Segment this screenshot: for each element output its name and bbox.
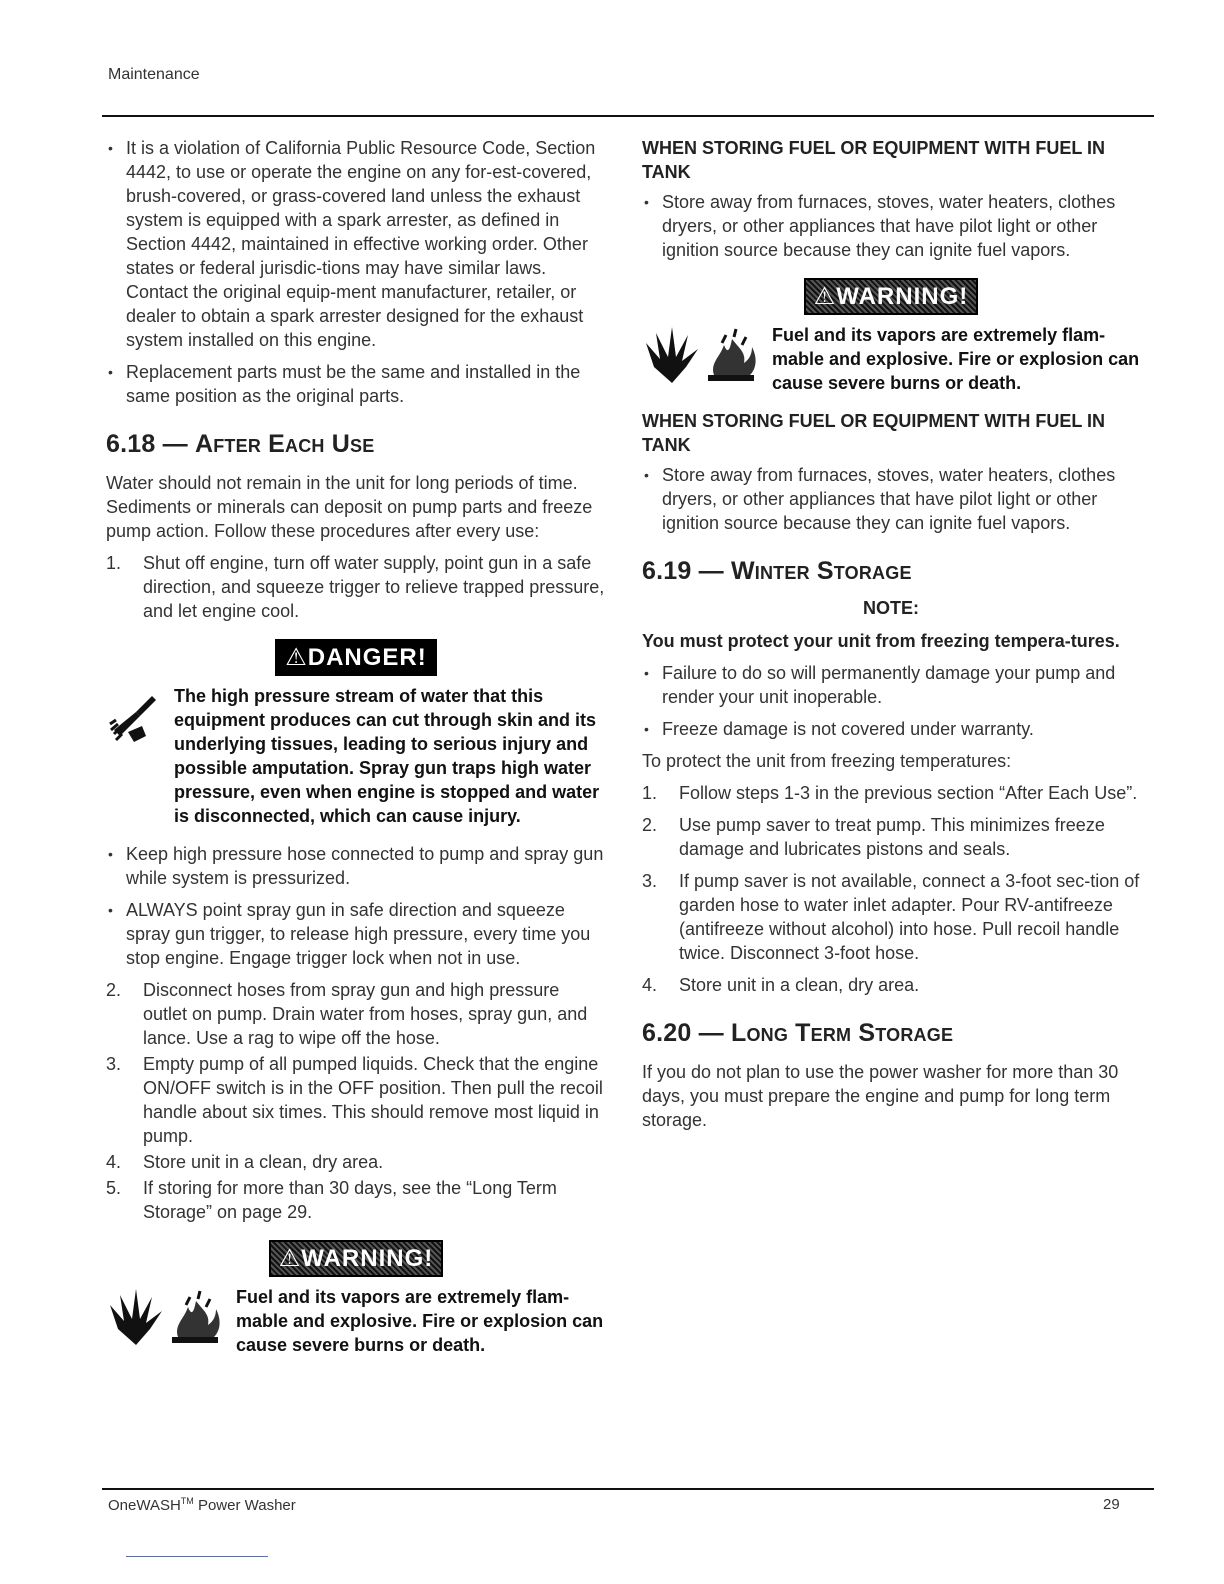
step-text: If pump saver is not available, connect a 3-foot sec-tion of garden hose to water inlet adapter. Pour RV-antifreeze (antifreeze without alcohol) into hose. Pull recoil handle twice. Disconnect 3-foot hose. xyxy=(679,871,1140,963)
step-number: 3. xyxy=(642,871,658,891)
warning-signal xyxy=(106,1240,606,1277)
step-list xyxy=(106,551,606,623)
section-heading-after-each-use xyxy=(106,430,606,459)
danger-signal xyxy=(106,639,606,676)
trademark: TM xyxy=(180,1496,194,1506)
note-label: NOTE: xyxy=(863,598,919,618)
list-item: • It is a violation of California Public Resource Code, Section 4442, to use or operate the engine on any for-est-covered, brush-covered, or grass-covered land unless the exhaust system is equipped with a spark arrester, as defined in Section 4442, maintained in effective working order. Other states or federal jurisdic-tions may have similar laws. Contact the original equip-ment manufacturer, retailer, or dealer to obtain a spark arrester designed for the exhaust system installed on this engine. xyxy=(106,136,606,352)
list-item: • ALWAYS point spray gun in safe direction and squeeze spray gun trigger, to release high pressure, every time you stop engine. Engage trigger lock when not in use. xyxy=(106,898,606,970)
list-item xyxy=(106,551,606,623)
list-item: • Keep high pressure hose connected to pump and spray gun while system is pressurized. xyxy=(106,842,606,890)
footer-product xyxy=(108,1496,296,1514)
fire-explosion-icons xyxy=(642,323,772,385)
step-text: Store unit in a clean, dry area. xyxy=(143,1152,384,1172)
section-number: 6.18 — xyxy=(106,430,188,458)
list-item: • Store away from furnaces, stoves, water heaters, clothes dryers, or other appliances that have pilot light or other ignition source because they can ignite fuel vapors. xyxy=(642,463,1140,535)
right-column xyxy=(642,136,1140,1140)
list-item xyxy=(106,1052,606,1148)
list-item xyxy=(642,973,1140,997)
note-text: You must protect your unit from freezing tempera-tures. xyxy=(642,631,1120,651)
danger-text: The high pressure stream of water that this equipment produces can cut through skin and its underlying tissues, leading to serious injury and possible amputation. Spray gun traps high water pressure, even when engine is stopped and water is disconnected, which can cause injury. xyxy=(174,686,600,826)
list-item xyxy=(642,781,1140,805)
step-number: 1. xyxy=(642,783,658,803)
step-text: Follow steps 1-3 in the previous section “After Each Use”. xyxy=(679,783,1138,803)
storing-fuel-heading: WHEN STORING FUEL OR EQUIPMENT WITH FUEL IN TANK xyxy=(642,411,1106,455)
storing-fuel-heading: WHEN STORING FUEL OR EQUIPMENT WITH FUEL IN TANK xyxy=(642,138,1106,182)
warning-label: ⚠WARNING! xyxy=(804,278,979,315)
step-text: Store unit in a clean, dry area. xyxy=(679,975,920,995)
step-text: If storing for more than 30 days, see the “Long Term Storage” on page 29. xyxy=(143,1178,557,1222)
step-number: 5. xyxy=(106,1178,122,1198)
step-text: Disconnect hoses from spray gun and high pressure outlet on pump. Drain water from hoses, spray gun, and lance. Use a rag to wipe off the hose. xyxy=(143,980,588,1048)
list-item: • Freeze damage is not covered under warranty. xyxy=(642,717,1140,741)
step-number: 2. xyxy=(106,980,122,1000)
warning-alert xyxy=(642,323,1140,395)
explosion-icon xyxy=(106,1285,164,1347)
list-item: • Store away from furnaces, stoves, water heaters, clothes dryers, or other appliances that have pilot light or other ignition source because they can ignite fuel vapors. xyxy=(642,190,1140,262)
danger-alert xyxy=(106,684,606,828)
product-name: OneWASH xyxy=(108,1497,181,1514)
warning-text: Fuel and its vapors are extremely flam-mable and explosive. Fire or explosion can cause severe burns or death. xyxy=(772,325,1140,393)
warning-alert xyxy=(106,1285,606,1357)
flame-icon xyxy=(700,323,762,385)
flame-icon xyxy=(164,1285,226,1347)
intro-bullets xyxy=(106,136,606,408)
storing-bullets xyxy=(642,463,1140,535)
danger-label: ⚠DANGER! xyxy=(275,639,437,676)
section-title: Winter Storage xyxy=(730,557,912,585)
list-item xyxy=(106,1150,606,1174)
step-text: Shut off engine, turn off water supply, point gun in a safe direction, and squeeze trigger to relieve trapped pressure, and let engine cool. xyxy=(143,553,605,621)
cut-hand-icon xyxy=(106,684,174,750)
step-text: Empty pump of all pumped liquids. Check that the engine ON/OFF switch is in the OFF position. Then pull the recoil handle about six times. This should remove most liquid in pump. xyxy=(143,1054,603,1146)
footer-rule xyxy=(102,1488,1154,1490)
list-item xyxy=(106,978,606,1050)
warning-text: Fuel and its vapors are extremely flam-mable and explosive. Fire or explosion can cause severe burns or death. xyxy=(236,1287,604,1355)
section-title: After Each Use xyxy=(194,430,375,458)
warning-signal xyxy=(642,278,1140,315)
step-number: 3. xyxy=(106,1054,122,1074)
product-suffix: Power Washer xyxy=(193,1497,296,1514)
explosion-icon xyxy=(642,323,700,385)
fire-explosion-icons xyxy=(106,1285,236,1347)
section-number: 6.19 — xyxy=(642,557,724,585)
header-rule xyxy=(102,115,1154,117)
step-number: 1. xyxy=(106,553,122,573)
list-item xyxy=(642,869,1140,965)
storing-bullets xyxy=(642,190,1140,262)
step-list xyxy=(642,781,1140,997)
winter-bullets xyxy=(642,661,1140,741)
warning-label: ⚠WARNING! xyxy=(269,1240,444,1277)
section-heading-long-term-storage xyxy=(642,1019,1140,1048)
decorative-line xyxy=(126,1556,268,1557)
list-item: • Failure to do so will permanently damage your pump and render your unit inoperable. xyxy=(642,661,1140,709)
step-list xyxy=(106,978,606,1224)
left-column xyxy=(106,136,606,1371)
section-number: 6.20 — xyxy=(642,1019,724,1047)
list-item xyxy=(106,1176,606,1224)
step-number: 4. xyxy=(642,975,658,995)
paragraph: To protect the unit from freezing temperatures: xyxy=(642,751,1012,771)
pressure-bullets xyxy=(106,842,606,970)
page-number: 29 xyxy=(1103,1496,1120,1513)
section-heading-winter-storage xyxy=(642,557,1140,586)
step-number: 4. xyxy=(106,1152,122,1172)
list-item: • Replacement parts must be the same and installed in the same position as the original parts. xyxy=(106,360,606,408)
section-title: Long Term Storage xyxy=(730,1019,954,1047)
step-number: 2. xyxy=(642,815,658,835)
paragraph: Water should not remain in the unit for long periods of time. Sediments or minerals can deposit on pump parts and freeze pump action. Follow these procedures after every use: xyxy=(106,473,593,541)
running-header: Maintenance xyxy=(108,66,200,83)
step-text: Use pump saver to treat pump. This minimizes freeze damage and lubricates pistons and seals. xyxy=(679,815,1105,859)
paragraph: If you do not plan to use the power washer for more than 30 days, you must prepare the engine and pump for long term storage. xyxy=(642,1062,1119,1130)
list-item xyxy=(642,813,1140,861)
